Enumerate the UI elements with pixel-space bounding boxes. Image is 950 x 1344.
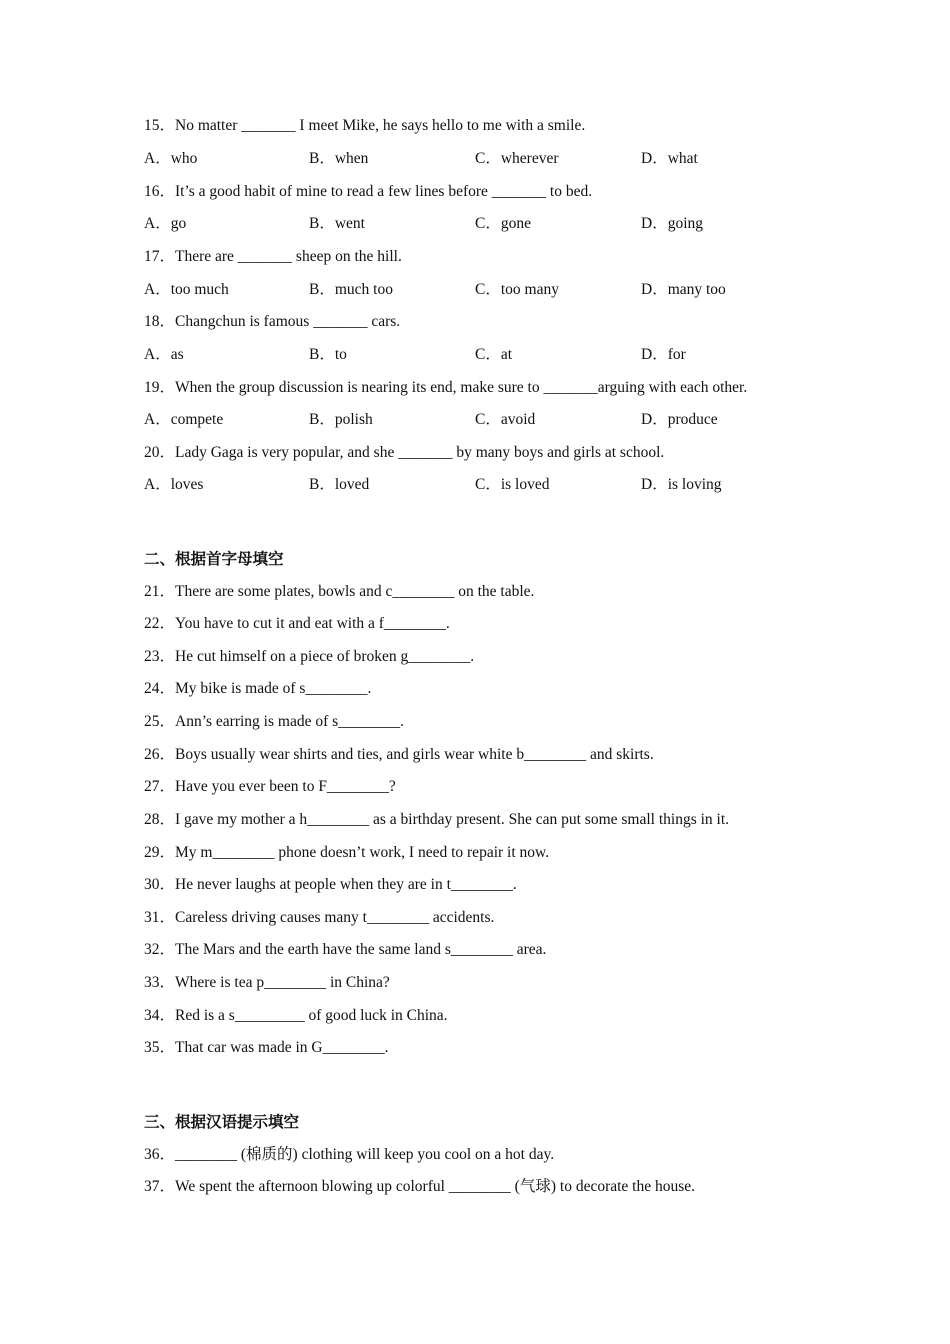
question-30: 30．He never laughs at people when they are in t________.: [144, 876, 517, 893]
question-26: 26．Boys usually wear shirts and ties, and girls wear white b________ and skirts.: [144, 746, 654, 763]
option-d: D．for: [641, 346, 686, 363]
option-c: C．wherever: [475, 150, 559, 167]
option-c: C．too many: [475, 281, 559, 298]
question-22: 22．You have to cut it and eat with a f________.: [144, 615, 450, 632]
option-a: A．as: [144, 346, 184, 363]
option-b: B．went: [309, 215, 365, 232]
question-23: 23．He cut himself on a piece of broken g________.: [144, 648, 475, 665]
option-d: D．what: [641, 150, 698, 167]
question-33: 33．Where is tea p________ in China?: [144, 974, 390, 991]
section-heading: 三、根据汉语提示填空: [144, 1113, 300, 1131]
option-c: C．gone: [475, 215, 531, 232]
option-a: A．too much: [144, 281, 229, 298]
option-a: A．go: [144, 215, 187, 232]
question-19-options: [144, 410, 844, 430]
question-29: 29．My m________ phone doesn’t work, I need to repair it now.: [144, 844, 550, 861]
option-b: B．to: [309, 346, 347, 363]
question-27: 27．Have you ever been to F________?: [144, 778, 396, 795]
option-d: D．is loving: [641, 476, 722, 493]
question-19: 19．When the group discussion is nearing its end, make sure to _______arguing with each other.: [144, 379, 748, 396]
question-17: 17．There are _______ sheep on the hill.: [144, 248, 402, 265]
option-b: B．when: [309, 150, 369, 167]
question-24: 24．My bike is made of s________.: [144, 680, 372, 697]
question-37: 37．We spent the afternoon blowing up colorful ________ (气球) to decorate the house.: [144, 1178, 696, 1195]
question-18-options: [144, 345, 844, 365]
option-b: B．much too: [309, 281, 393, 298]
option-c: C．avoid: [475, 411, 536, 428]
question-15: 15．No matter _______ I meet Mike, he says hello to me with a smile.: [144, 117, 586, 134]
question-16: 16．It’s a good habit of mine to read a few lines before _______ to bed.: [144, 183, 593, 200]
option-c: C．is loved: [475, 476, 550, 493]
question-21: 21．There are some plates, bowls and c________ on the table.: [144, 583, 535, 600]
question-34: 34．Red is a s_________ of good luck in China.: [144, 1007, 448, 1024]
question-28: 28．I gave my mother a h________ as a birthday present. She can put some small things in it.: [144, 811, 730, 828]
option-d: D．going: [641, 215, 704, 232]
option-a: A．loves: [144, 476, 204, 493]
question-35: 35．That car was made in G________.: [144, 1039, 389, 1056]
question-20-options: [144, 475, 844, 495]
option-a: A．compete: [144, 411, 224, 428]
question-17-options: [144, 280, 844, 300]
question-20: 20．Lady Gaga is very popular, and she _______ by many boys and girls at school.: [144, 444, 665, 461]
section-heading: 二、根据首字母填空: [144, 550, 284, 568]
option-b: B．loved: [309, 476, 370, 493]
option-a: A．who: [144, 150, 198, 167]
question-16-options: [144, 214, 844, 234]
question-32: 32．The Mars and the earth have the same land s________ area.: [144, 941, 547, 958]
question-31: 31．Careless driving causes many t________ accidents.: [144, 909, 495, 926]
option-d: D．produce: [641, 411, 718, 428]
question-15-options: [144, 149, 844, 169]
option-c: C．at: [475, 346, 513, 363]
question-25: 25．Ann’s earring is made of s________.: [144, 713, 405, 730]
question-36: 36．________ (棉质的) clothing will keep you cool on a hot day.: [144, 1146, 555, 1163]
option-b: B．polish: [309, 411, 373, 428]
option-d: D．many too: [641, 281, 726, 298]
question-18: 18．Changchun is famous _______ cars.: [144, 313, 401, 330]
